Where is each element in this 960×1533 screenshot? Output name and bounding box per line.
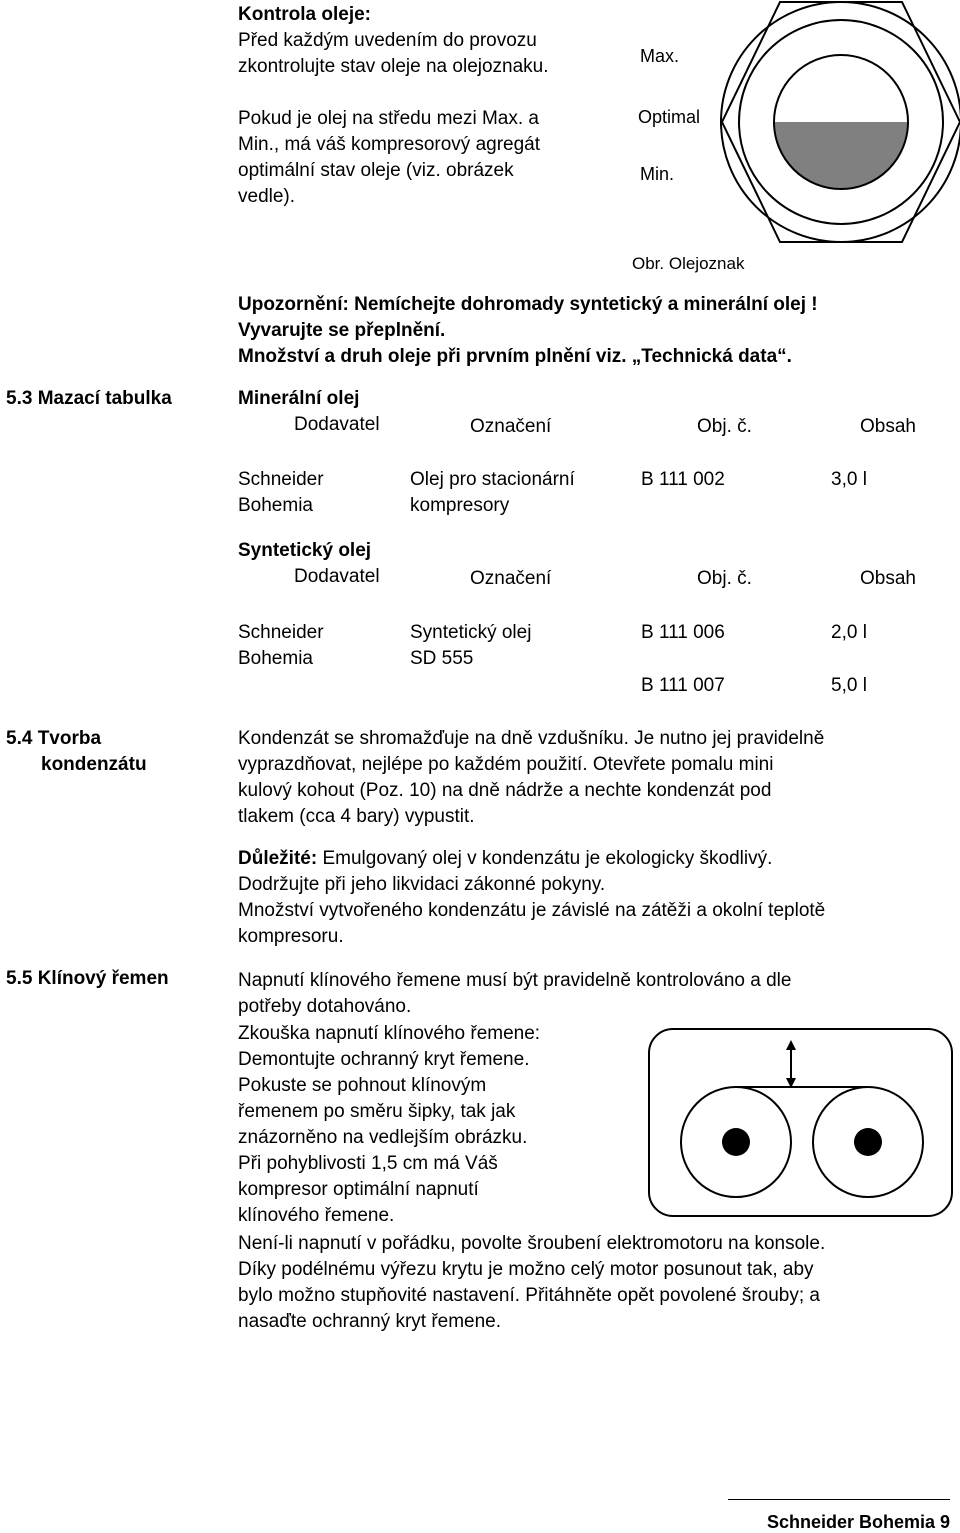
arrow-head-up-icon <box>786 1040 796 1050</box>
oil-check-line: Před každým uvedením do provozu <box>238 30 537 51</box>
gauge-max-label: Max. <box>640 46 680 66</box>
important-text: Emulgovaný olej v kondenzátu je ekologicky škodlivý. <box>317 848 773 869</box>
synthetic-content: 2,0 l <box>831 622 867 643</box>
synthetic-designation <box>410 620 531 672</box>
text-line: řemenem po směru šipky, tak jak <box>238 1101 516 1122</box>
oil-check-line: Pokud je olej na středu mezi Max. a <box>238 108 539 129</box>
section-heading-line: kondenzátu <box>41 754 147 775</box>
compressor-pulley-hub <box>854 1128 882 1156</box>
vbelt-adjustment <box>238 1231 825 1335</box>
text-line: kulový kohout (Poz. 10) na dně nádrže a nechte kondenzát pod <box>238 780 772 801</box>
warning-line: Množství a druh oleje při prvním plnění viz. „Technická data“. <box>238 346 792 367</box>
designation-line: Olej pro stacionární <box>410 469 575 490</box>
text-line: Dodržujte při jeho likvidaci zákonné pokyny. <box>238 874 606 895</box>
section-5-4-heading <box>6 726 147 778</box>
mineral-oil-title: Minerální olej <box>238 388 360 409</box>
text-line: Demontujte ochranný kryt řemene. <box>238 1049 530 1070</box>
text-line: kompresoru. <box>238 926 344 947</box>
vbelt-intro <box>238 968 791 1020</box>
text-line: vyprazdňovat, nejlépe po každém použití. Otevřete pomalu mini <box>238 754 774 775</box>
gauge-optimal-label: Optimal <box>638 107 701 127</box>
synthetic-order-number: B 111 006 <box>641 622 725 643</box>
designation-line: SD 555 <box>410 648 474 669</box>
designation-line: kompresory <box>410 495 510 516</box>
text-line: Množství vytvořeného kondenzátu je závislé na zátěži a okolní teplotě <box>238 900 826 921</box>
important-note <box>238 846 825 950</box>
warning-line: Upozornění: Nemíchejte dohromady syntetický a minerální olej ! <box>238 294 818 315</box>
gauge-caption: Obr. Olejoznak <box>632 254 745 273</box>
text-line: kompresor optimální napnutí <box>238 1179 479 1200</box>
col-header-content: Obsah <box>860 416 916 437</box>
text-line: Zkouška napnutí klínového řemene: <box>238 1023 541 1044</box>
oil-check-line: zkontrolujte stav oleje na olejoznaku. <box>238 56 549 77</box>
text-line: Napnutí klínového řemene musí být pravidelně kontrolováno a dle <box>238 970 792 991</box>
oil-check-title: Kontrola oleje: <box>238 4 372 25</box>
warning-line: Vyvarujte se přeplnění. <box>238 320 446 341</box>
vbelt-test-instructions <box>238 1021 628 1229</box>
col-header-designation: Označení <box>470 416 552 437</box>
text-line <box>238 846 825 872</box>
text-line: tlakem (cca 4 bary) vypustit. <box>238 806 475 827</box>
section-5-5-heading: 5.5 Klínový řemen <box>6 968 169 989</box>
col-header-order: Obj. č. <box>697 416 752 437</box>
gauge-min-label: Min. <box>640 164 675 184</box>
supplier-line: Schneider <box>238 469 324 490</box>
supplier-line: Bohemia <box>238 648 313 669</box>
section-5-3-heading: 5.3 Mazací tabulka <box>6 388 172 409</box>
text-line: Kondenzát se shromažďuje na dně vzdušníku. Je nutno jej pravidelně <box>238 728 825 749</box>
col-header-designation: Označení <box>470 568 552 589</box>
mineral-designation <box>410 467 575 519</box>
text-line: bylo možno stupňovité nastavení. Přitáhněte opět povolené šrouby; a <box>238 1285 820 1306</box>
text-line: znázorněno na vedlejším obrázku. <box>238 1127 528 1148</box>
supplier-line: Schneider <box>238 622 324 643</box>
designation-line: Syntetický olej <box>410 622 532 643</box>
col-header-order: Obj. č. <box>697 568 752 589</box>
oil-check-block <box>238 2 618 210</box>
col-header-content: Obsah <box>860 568 916 589</box>
mineral-supplier <box>238 467 324 519</box>
gauge-oil-level <box>774 122 908 189</box>
synthetic-content: 5,0 l <box>831 675 867 696</box>
warning-block <box>238 292 818 370</box>
text-line: nasaďte ochranný kryt řemene. <box>238 1311 502 1332</box>
supplier-line: Bohemia <box>238 495 313 516</box>
synthetic-order-number: B 111 007 <box>641 675 725 696</box>
text-line: potřeby dotahováno. <box>238 996 412 1017</box>
synthetic-supplier <box>238 620 324 672</box>
mineral-order-number: B 111 002 <box>641 469 725 490</box>
oil-check-line: optimální stav oleje (viz. obrázek <box>238 160 514 181</box>
oil-gauge-diagram <box>706 0 960 250</box>
oil-check-line: vedle). <box>238 186 296 207</box>
col-header-supplier: Dodavatel <box>294 566 380 587</box>
condensate-paragraph <box>238 726 824 830</box>
important-label: Důležité: <box>238 848 318 869</box>
text-line: Díky podélnému výřezu krytu je možno celý motor posunout tak, aby <box>238 1259 814 1280</box>
oil-check-line: Min., má váš kompresorový agregát <box>238 134 541 155</box>
text-line: Pokuste se pohnout klínovým <box>238 1075 487 1096</box>
section-heading-line: 5.4 Tvorba <box>6 728 102 749</box>
text-line: Při pohyblivosti 1,5 cm má Váš <box>238 1153 498 1174</box>
synthetic-oil-title: Syntetický olej <box>238 540 372 561</box>
footer-rule <box>728 1499 950 1500</box>
text-line: klínového řemene. <box>238 1205 395 1226</box>
vbelt-diagram <box>648 1028 954 1218</box>
footer-text: Schneider Bohemia 9 <box>766 1512 950 1532</box>
motor-pulley-hub <box>722 1128 750 1156</box>
col-header-supplier: Dodavatel <box>294 414 380 435</box>
belt-guard-outline <box>649 1029 952 1216</box>
mineral-content: 3,0 l <box>831 469 867 490</box>
text-line: Není-li napnutí v pořádku, povolte šroubení elektromotoru na konsole. <box>238 1233 826 1254</box>
